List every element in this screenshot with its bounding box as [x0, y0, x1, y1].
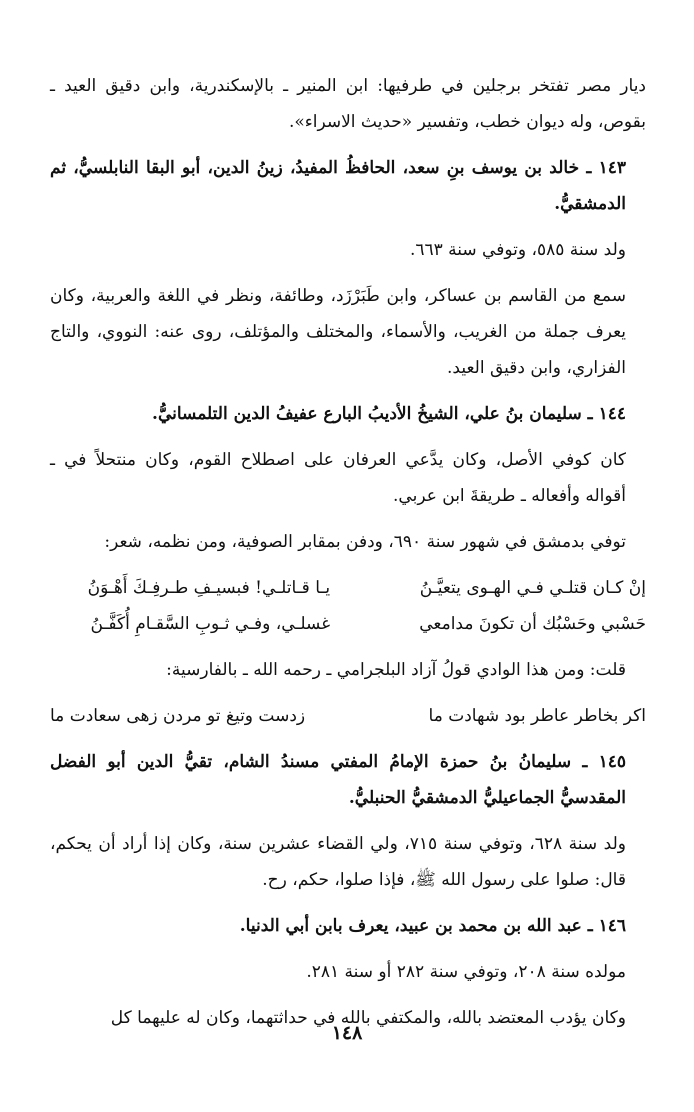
entry-144-description: كان كوفي الأصل، وكان يدَّعي العرفان على اصطلاح القوم، وكان منتحلاً في ـ أقواله وأفعاله ـ طريقةَ ابن عربي. [50, 450, 626, 506]
persian-verse-first: اكر بخاطر عاطر بود شهادت ما [428, 706, 646, 726]
entry-146-heading: ١٤٦ ـ عبد الله بن محمد بن عبيد، يعرف بابن أبي الدنيا. [239, 916, 626, 936]
entry-146-continued: وكان يؤدب المعتضد بالله، والمكتفي بالله في حداثتهما، وكان له عليهما كل [110, 1008, 626, 1028]
entry-144-death: توفي بدمشق في شهور سنة ٦٩٠، ودفن بمقابر الصوفية، ومن نظمه، شعر: [104, 532, 626, 552]
poem-verse-2 [50, 606, 646, 642]
entry-143-study: سمع من القاسم بن عساكر، وابن طَبَرْزَد، وطائفة، ونظر في اللغة والعربية، وكان يعرف جملة من الغريب، والأسماء، والمختلف والمؤتلف، روى عنه: النووي، والتاج الفزاري، وابن دقيق العيد. [50, 286, 626, 378]
note-paragraph: قلت: ومن هذا الوادي قولُ آزاد البلجرامي ـ رحمه الله ـ بالفارسية: [166, 660, 626, 680]
poem [50, 570, 646, 642]
page-number: ١٤٨ [331, 1022, 363, 1044]
entry-145-heading: ١٤٥ ـ سليمانُ بنُ حمزة الإمامُ المفتي مسندُ الشام، تقيُّ الدين أبو الفضل المقدسيُّ الجماعيليُّ الدمشقيُّ الحنبليُّ. [50, 752, 626, 808]
paragraph-intro: ديار مصر تفتخر برجلين في طرفيها: ابن المنير ـ بالإسكندرية، وابن دقيق العيد ـ بقوص، وله ديوان خطب، وتفسير «حديث الاسراء». [50, 76, 646, 132]
verse-2-first-hemistich: حَسْبي وحَسْبُك أن تكونَ مدامعي [419, 614, 646, 634]
entry-146-birth: مولده سنة ٢٠٨، وتوفي سنة ٢٨٢ أو سنة ٢٨١. [306, 962, 626, 982]
entry-145-body: ولد سنة ٦٢٨، وتوفي سنة ٧١٥، ولي القضاء عشرين سنة، وكان إذا أراد أن يحكم، قال: صلوا على رسول الله ﷺ، فإذا صلوا، حكم، رح. [50, 834, 626, 890]
verse-1-first-hemistich: إنْ كـان قتلـي فـي الهـوى يتعيَّـنُ [419, 578, 646, 598]
entry-143-heading: ١٤٣ ـ خالد بن يوسف بنِ سعد، الحافظُ المفيدُ، زينُ الدين، أبو البقا النابلسيُّ، ثم الدمشقيُّ. [50, 158, 626, 214]
entry-144-heading: ١٤٤ ـ سليمان بنُ علي، الشيخُ الأديبُ البارع عفيفُ الدين التلمسانيُّ. [152, 404, 626, 424]
verse-2-second-hemistich: غسلـي، وفـي ثـوبِ السَّقـامِ أُكَفَّـنُ [90, 614, 331, 634]
page-body [50, 68, 646, 1046]
verse-1-second-hemistich: يـا قـاتلـي! فبسيـفِ طـرفِـكَ أَهْـوَنُ [87, 578, 331, 598]
entry-143-birth: ولد سنة ٥٨٥، وتوفي سنة ٦٦٣. [409, 240, 626, 260]
persian-verse [50, 698, 646, 734]
persian-verse-second: زدست وتيغ تو مردن زهى سعادت ما [50, 706, 306, 726]
poem-verse-1 [50, 570, 646, 606]
